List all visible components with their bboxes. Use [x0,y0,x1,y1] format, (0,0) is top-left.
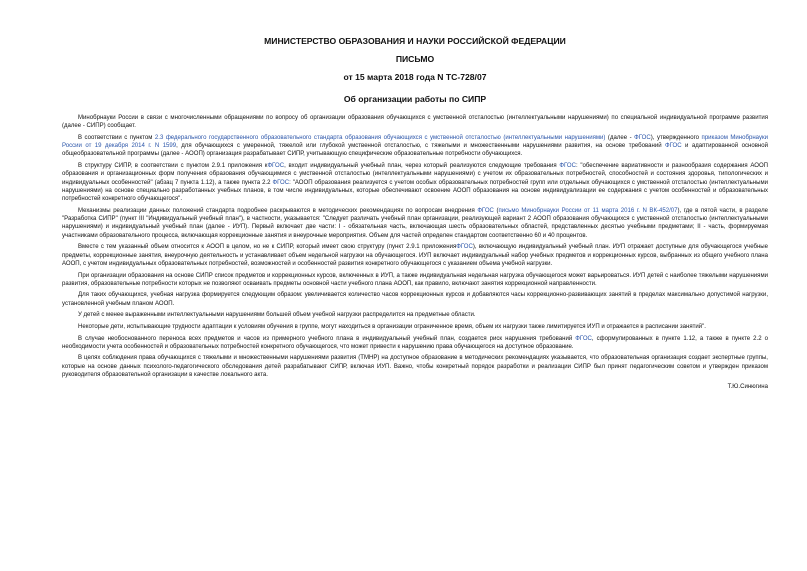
text-span: ), где в пятой части, в разделе "Разработка СИПР" (пункт III "Индивидуальный учебный план"), в частности, указывается: "Следует различать учебный план организации, реализующей вариант 2 АООП образования обучающихся с умственной отсталостью (интеллектуальными нарушениями) и индивидуальный учебный план (далее - ИУП). Первый включает две части: I - обязательная часть, включающая шесть образовательных областей, представленных десятью учебными предметами; II - часть, формируемая участниками образовательного процесса, включающая коррекционные занятия и внеурочные мероприятия. Объем для частей определен стандартом соответственно 60 и 40 процентов. [62,207,769,239]
fgos-link[interactable]: ФГОС [267,163,285,170]
text-span: В структуру СИПР, в соответствии с пунктом 2.9.1 приложения к [78,163,268,170]
text-span: и адаптированной основной общеобразовательной программы (далее - АООП) организация разрабатывает СИПР, учитывающую специфические образовательные потребности обучающихся. [62,143,768,158]
paragraph-7: Для таких обучающихся, учебная нагрузка формируется следующим образом: увеличивается количество часов коррекционных курсов и добавляются часы коррекционно-развивающих занятий в пределах максимально допустимой нагрузки, установленной учебным планом АООП. [62,292,768,307]
fgos-standard-link[interactable]: 2.3 федерального государственного образовательного стандарта образования обучающихся с умственной отсталостью (интеллектуальными нарушениями) [154,134,606,141]
paragraph-6: При организации образования на основе СИПР список предметов и коррекционных курсов, включенных в ИУП, а также индивидуальная недельная нагрузка обучающегося может варьироваться. ИУП детей с наиболее тяжелыми нарушениями развития, образовательные потребности которых не позволяют осваивать предметы основной части учебного плана АООП, как правило, включают занятия коррекционной направленности. [62,272,768,287]
document-type-heading: ПИСЬМО [395,54,435,64]
paragraph-4 [62,207,768,240]
text-span: Вместе с тем указанный объем относится к АООП в целом, но не к СИПР, который имеет свою структуру (пункт 2.9.1 приложения [78,244,457,251]
text-span: , для обучающихся с умеренной, тяжелой или глубокой умственной отсталостью, с тяжелыми и множественными нарушениями развития, на основе требований [176,143,665,150]
paragraph-11: В целях соблюдения права обучающихся с тяжелыми и множественными нарушениями развития (ТМНР) на доступное образование в методических рекомендациях указывается, что образовательная организация создает экспертные группы, которые на основе данных психолого-педагогического обследования детей разрабатывают СИПР, включая ИУП. Важно, чтобы конкретный порядок разработки и реализации СИПР был принят педагогическим советом и утвержден приказом руководителя образовательной организации в качестве локального акта. [62,355,768,378]
text-span: Механизмы реализации данных положений стандарта подробнее раскрываются в методических рекомендациях по вопросам внедрения [78,207,478,214]
fgos-link[interactable]: ФГОС [456,244,473,251]
signature: Т.Ю.Синюгина [727,383,768,390]
paragraph-9: Некоторые дети, испытывающие трудности адаптации к условиям обучения в группе, могут находиться в организации ограниченное время, объем их нагрузки также лимитируется ИУП и отражается в расписании занятий". [78,323,706,330]
paragraph-10 [62,335,768,352]
paragraph-5 [62,243,768,268]
text-span: , входит индивидуальный учебный план, через который реализуются следующие требования [284,163,560,170]
paragraph-3 [62,162,768,203]
fgos-link[interactable]: ФГОС [559,163,576,170]
text-span: : "обеспечение вариативности и разнообразия содержания АООП образования и организационных форм получения образования обучающимися с умственной отсталостью (интеллектуальными нарушениями) с учетом их образовательных потребностей, способностей и состояния здоровья, типологических и индивидуальных особенностей" (абзац 7 пункта 1.12), а также пункта 2.2 [62,163,769,186]
paragraph-8: У детей с менее выраженными интеллектуальными нарушениями большей объем учебной нагрузки распределится на предметные области. [78,312,476,319]
fgos-link[interactable]: ФГОС [575,335,592,342]
text-span: ), утвержденного [650,134,702,141]
text-span: ( [493,207,499,214]
text-span: (далее - [605,134,635,141]
fgos-link[interactable]: ФГОС [634,134,651,141]
fgos-link[interactable]: ФГОС [477,207,494,214]
paragraph-2 [62,134,768,159]
document-page [62,36,768,391]
fgos-link[interactable]: ФГОС [272,179,290,186]
fgos-link[interactable]: ФГОС [665,143,682,150]
document-subject-heading: Об организации работы по СИПР [343,94,487,104]
text-span: ), включающую индивидуальный учебный план. ИУП отражает доступные для обучающегося учебные предметы, коррекционные занятия, внеурочную деятельность и устанавливает объем недельной нагрузки на обучающегося. ИУП включает индивидуальный набор учебных предметов и коррекционных курсов, выбранных из общего учебного плана АООП, с учетом индивидуальных образовательных потребностей, возможностей и особенностей развития конкретного обучающегося с указанием объема учебной нагрузки. [62,244,768,267]
order-1599-link[interactable]: приказом Минобрнауки России от 19 декабря 2014 г. N 1599 [62,134,768,150]
text-span: В соответствии с пунктом [78,134,155,141]
text-span: В случае необоснованного переноса всех предметов и часов из примерного учебного плана в индивидуальный учебный план, создается риск нарушения требований [78,335,576,342]
letter-vk-452-link[interactable]: письмо Минобрнауки России от 11 марта 2016 г. N ВК-452/07 [498,207,678,214]
paragraph-1: Минобрнауки России в связи с многочисленными обращениями по вопросу об организации образования обучающихся с умственной отсталостью (интеллектуальными нарушениями) по специальной индивидуальной программе развития (далее - СИПР) сообщает. [62,115,768,130]
text-span: , сформулированных в пункте 1.12, а также в пункте 2.2 о необходимости учета особенностей и образовательных потребностей конкретного обучающегося, что может привести к нарушению права обучающегося на доступное образование. [62,335,768,350]
text-span: : "АООП образования реализуется с учетом особых образовательных потребностей групп или отдельных обучающихся с умственной отсталостью (интеллектуальными нарушениями) на основе специально разработанных учебных планов, в том числе индивидуальных, которые обеспечивают освоение АООП образования на основе индивидуализации ее содержания с учетом особенностей и образовательных потребностей конкретного обучающегося". [62,179,768,203]
ministry-heading: МИНИСТЕРСТВО ОБРАЗОВАНИЯ И НАУКИ РОССИЙСКОЙ ФЕДЕРАЦИИ [264,36,566,46]
document-date-heading: от 15 марта 2018 года N ТС-728/07 [343,72,487,82]
